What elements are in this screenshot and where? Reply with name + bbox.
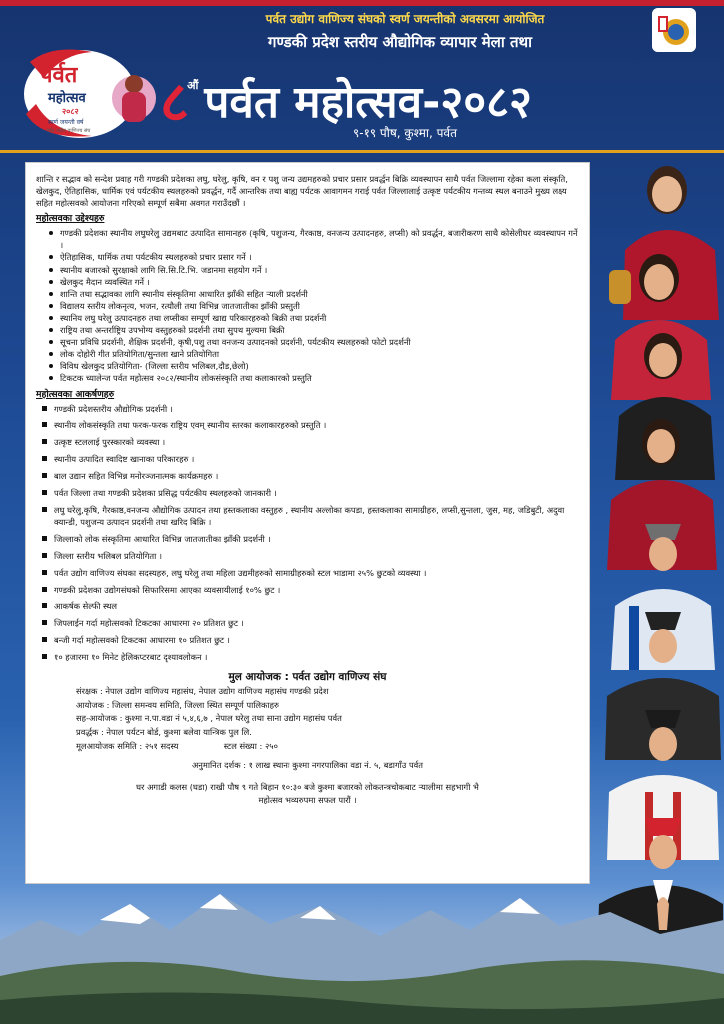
header-subtitle-2: गण्डकी प्रदेश स्तरीय औद्योगिक व्यापार मेला तथा: [268, 33, 532, 51]
title-number: ८: [160, 70, 190, 135]
stall-count: स्टल संख्या : २५०: [223, 740, 278, 751]
list-item: गण्डकी प्रदेशका स्थानीय लघुघरेलु उद्यमबाट उत्पादित सामानहरु (कृषि, पशुजन्य, गैरकाष्ठ, वनजन्य उत्पादनहरु, लप्सी) को प्रवर्द्धन, बजारीकरण साथै कोसेलीघर व्यवस्थापन गर्ने ।: [60, 228, 578, 251]
attractions-heading: महोत्सवका आकर्षणहरु: [36, 388, 115, 400]
patron-line: संरक्षक : नेपाल उद्योग वाणिज्य महासंघ, नेपाल उद्योग वाणिज्य महासंघ गण्डकी प्रदेश: [76, 686, 329, 697]
list-item: स्थानिय लघु घरेलु उत्पादनहरु तथा लप्सीका सम्पूर्ण खाद्य परिकारहरुको बिक्री तथा प्रदर्शनी: [60, 312, 579, 324]
logo-title: पर्वत: [40, 62, 78, 88]
mountain-scenery: [0, 880, 724, 1024]
list-item: बाल उद्यान सहित विभिन्न मनोरञ्जनात्मक कार्यक्रमहरु ।: [54, 470, 579, 482]
main-organizer: मुल आयोजक : पर्वत उद्योग वाणिज्य संघ: [228, 671, 387, 684]
list-item: जिल्ला स्तरीय भलिबल प्रतियोगिता ।: [54, 550, 579, 562]
logo-year: २०८२: [62, 107, 79, 116]
logo-subtitle: महोत्सव: [48, 91, 86, 106]
list-item: विविध खेलकुद प्रतियोगिता- (जिल्ला स्तरीय भलिबल,दौड,छेलो): [60, 360, 579, 372]
objectives-list: [36, 227, 579, 384]
list-item: जिल्लाको लोक संस्कृतिमा आधारित विभिन्न जातजातीका झाँकी प्रदर्शनी ।: [54, 533, 579, 545]
committee-line: [76, 740, 579, 754]
attractions-list: [36, 403, 579, 664]
list-item: सूचना प्रविधि प्रदर्शनी, शैक्षिक प्रदर्शनी, कृषी,पशु तथा वनजन्य उत्पादनको प्रदर्शनी, पर्यटकीय स्थलहरुको फोटो प्रदर्शनी: [60, 336, 579, 348]
list-item: १० हजारमा १० मिनेट हेलिकप्टरबाट दृश्यावलोकन ।: [54, 651, 579, 663]
intro-paragraph: शान्ति र सद्भाव को सन्देश प्रवाह गरी गण्डकी प्रदेशका लघु, घरेलु, कृषि, वन र पशु जन्य उद्यमहरुको प्रचार प्रसार प्रवर्द्धन बिक्रि व्यवस्थापन साथै पर्वत जिल्लामा रहेका कला संस्कृति, खेलकुद, ऐतिहासिक, धार्मिक एवं पर्यटकीय स्थलहरुको प्रवर्द्धन, गर्दै आन्तरिक तथा बाह्य पर्यटक आवागमन गराई पर्वत जिल्लालाई उत्कृष्ट पर्यटकीय गन्तव्य स्थल बनाउने मुख्य लक्ष्य सहित महोत्सवको आयोजना गरिएको सम्पूर्ण सबैमा अवगत गराउँदछौं ।: [36, 174, 568, 209]
list-item: राष्ट्रिय तथा अन्तर्राष्ट्रिय उपभोग्य वस्तुहरुको प्रदर्शनी तथा सुपथ मुल्यमा बिक्री: [60, 324, 579, 336]
list-item: स्थानीय लोकसंस्कृति तथा फरक-फरक राष्ट्रिय एवम् स्थानीय स्तरका कलाकारहरुको प्रस्तुति ।: [54, 419, 579, 431]
logo-tag-1: स्वर्ण जयन्ती वर्ष: [48, 119, 84, 126]
title-text: पर्वत महोत्सव-२०८२: [204, 77, 532, 128]
promoter-line: प्रवर्द्धक : नेपाल पर्यटन बोर्ड, कुश्मा बलेवा यान्त्रिक पुल लि.: [76, 727, 252, 738]
list-item: स्थानीय उत्पादित स्वादिष्ट खानाका परिकारहरु ।: [54, 453, 579, 465]
list-item: स्थानीय बजारको सुरक्षाको लागि सि.सि.टि.भि. जडानमा सहयोग गर्ने ।: [60, 264, 579, 276]
header: [0, 0, 724, 150]
title-superscript: औं: [187, 79, 199, 92]
closing-note: [36, 781, 579, 807]
committee-members: मूलआयोजक समिति : २५१ सदस्य: [76, 740, 179, 751]
list-item: लघु घरेलु,कृषि, गैरकाष्ठ,वनजन्य औद्योगिक उत्पादन तथा हस्तकलाका वस्तुहरु , स्थानीय अल्लोका कपडा, हस्तकलाका सामाग्रीहरु, लप्सी,सुन्तला, जुस, मह, जडिबुटी, अदुवा क्यान्डी, पशुजन्य उत्पादन प्रदर्शनी तथा खरिद बिक्रि ।: [54, 504, 579, 528]
list-item: पर्वत जिल्ला तथा गण्डकी प्रदेशका प्रसिद्ध पर्यटकीय स्थलहरुको जानकारी ।: [54, 487, 579, 499]
list-item: जिपलाईन गर्दा महोत्सवको टिकटका आधारमा २० प्रतिशत छुट ।: [54, 617, 579, 629]
list-item: ऐतिहासिक, धार्मिक तथा पर्यटकीय स्थलहरुको प्रचार प्रसार गर्ने ।: [60, 251, 579, 263]
closing-line-2: महोत्सव भव्यरुपमा सफल पारौं ।: [258, 795, 357, 806]
list-item: आकर्षक सेल्फी स्थल: [54, 600, 579, 612]
list-item: पर्वत उद्योग वाणिज्य संघका सदस्यहरु, लघु घरेलु तथा महिला उद्यमीहरुको सामाग्रीहरुको स्टल भाडामा २५% छुटको व्यवस्था ।: [54, 567, 579, 579]
list-item: बन्जी गर्दा महोत्सवको टिकटका आधारमा १० प्रतिशत छुट ।: [54, 634, 579, 646]
list-item: शान्ति तथा सद्भावका लागि स्थानीय संस्कृतिमा आधारित झाँकी सहित र्‍याली प्रदर्शनी: [60, 288, 579, 300]
date-place: ९-१९ पौष, कुश्मा, पर्वत: [353, 126, 457, 140]
visitor-estimate: अनुमानित दर्शक : १ लाख स्थानः कुश्मा नगरपालिका वडा नं. ५, बडागाँउ पर्वत: [191, 760, 424, 771]
co-organizer-line: सह-आयोजक : कुश्मा न.पा.वडा नं ५,४,६,७ , नेपाल घरेलु तथा साना उद्योग महासंघ पर्वत: [76, 713, 342, 724]
festival-logo: [22, 44, 162, 140]
list-item: खेलकुद मैदान व्यवस्थित गर्ने ।: [60, 276, 579, 288]
convener-line: आयोजक : जिल्ला समन्वय समिति, जिल्ला स्थित सम्पूर्ण पालिकाहरु: [76, 699, 279, 710]
list-item: गण्डकी प्रदेशस्तरीय औद्योगिक प्रदर्शनी ।: [54, 403, 579, 415]
list-item: उत्कृष्ट स्टललाई पुरस्कारको व्यवस्था ।: [54, 436, 579, 448]
content-panel: [25, 162, 590, 884]
header-divider: [0, 150, 724, 153]
list-item: गण्डकी प्रदेशका उद्योगसंघको सिफारिसमा आएका व्यवसायीलाई १०% छुट ।: [54, 584, 579, 596]
organizer-details: [76, 685, 579, 753]
objectives-heading: महोत्सवका उद्देश्यहरु: [36, 213, 105, 225]
list-item: विद्यालय स्तरीय लोकनृत्य, भजन, रत्यौली तथा विभिन्न जातजातीका झाँकी प्रस्तुती: [60, 300, 579, 312]
list-item: टिकटक च्यालेन्ज पर्वत महोत्सव २०८२/स्थानीय लोकसंस्कृति तथा कलाकारको प्रस्तुति: [60, 372, 579, 384]
logo-tag-2: पर्वत उद्योग वाणिज्य संघ: [46, 128, 91, 134]
list-item: लोक दोहोरी गीत प्रतियोगिता/सुन्तला खाने प्रतियोगिता: [60, 348, 579, 360]
anniversary-logo: [652, 8, 696, 52]
header-subtitle-1: पर्वत उद्योग वाणिज्य संघको स्वर्ण जयन्तीको अवसरमा आयोजित: [265, 12, 545, 26]
closing-line-1: घर अगाडी कलस (घडा) राखी पौष ९ गते बिहान १०:३० बजे कुश्मा बजारको लोकतन्त्रचोकबाट र्‍यालीमा सहभागी भै: [136, 782, 479, 793]
